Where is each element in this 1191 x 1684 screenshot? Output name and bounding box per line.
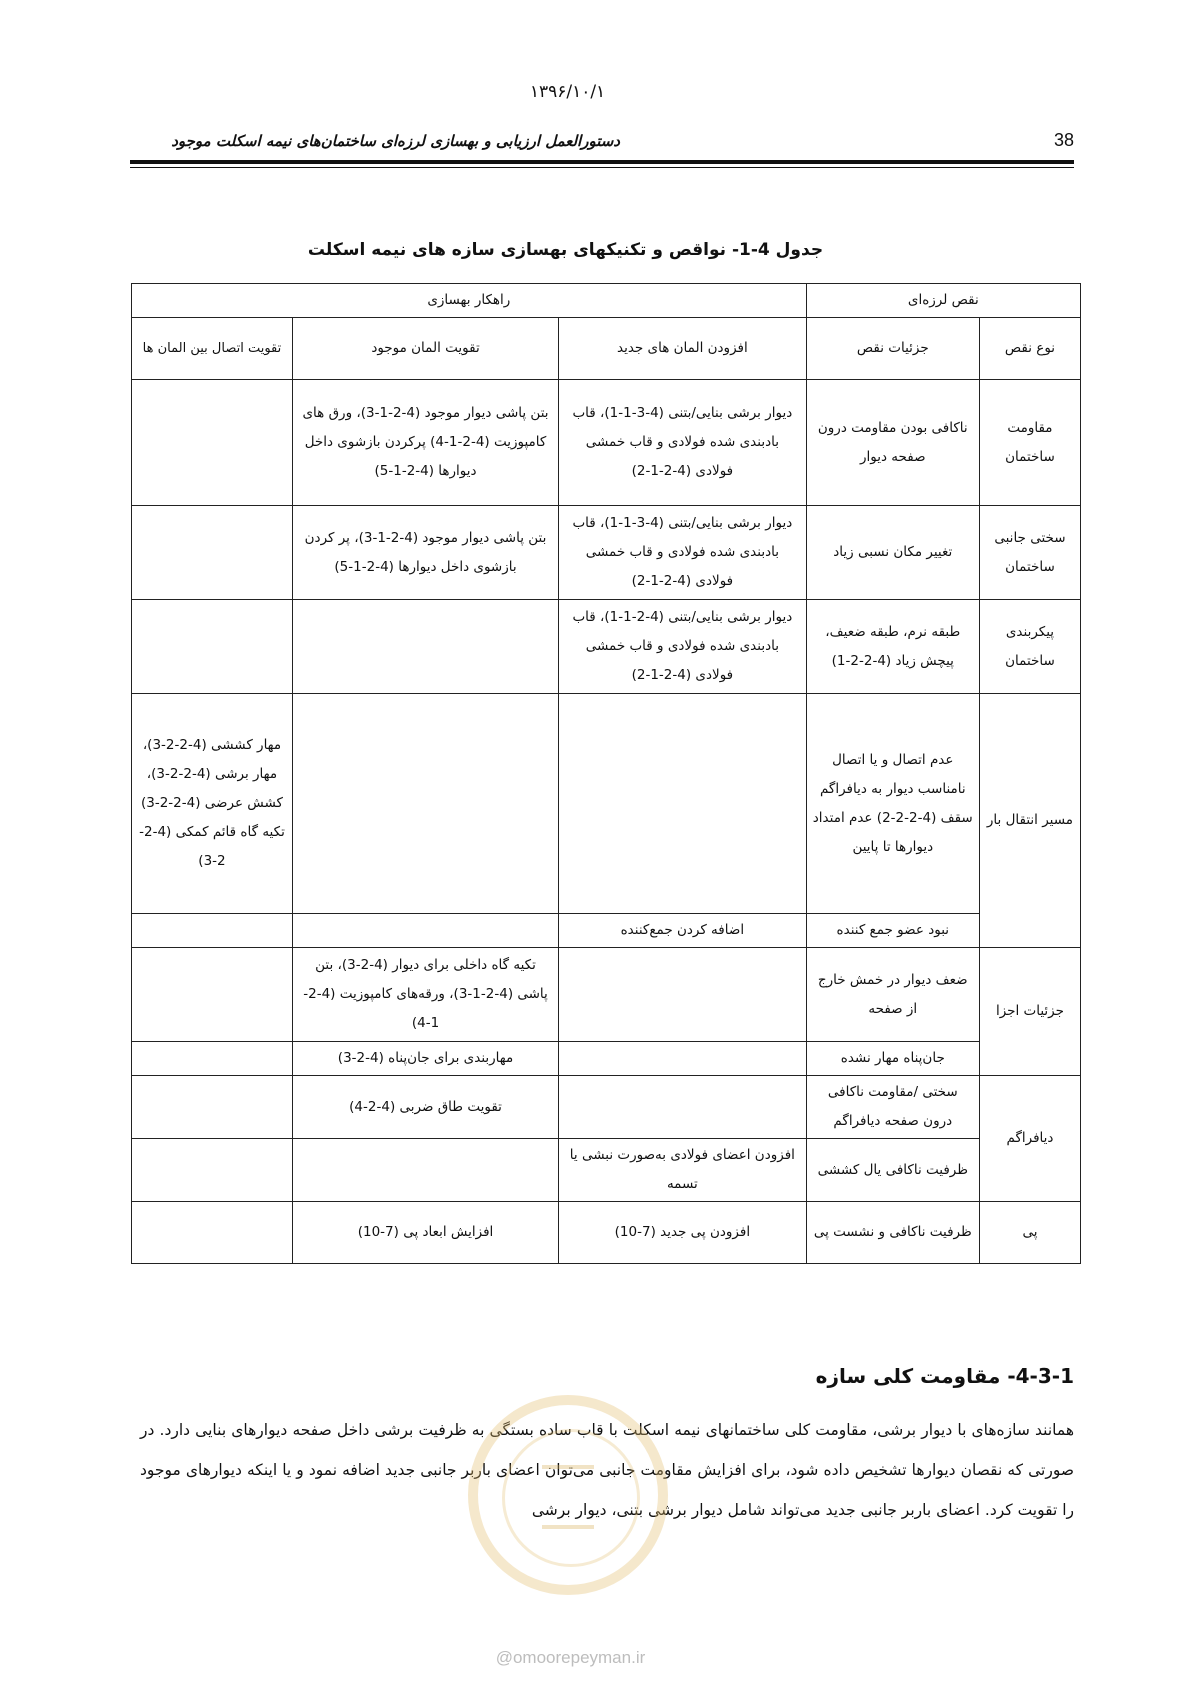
table-row [132,1042,1081,1076]
table-group-header-row [132,284,1081,318]
page-number: 38 [1053,130,1074,150]
table-row [132,1202,1081,1264]
table-row [132,380,1081,506]
cell-details: ظرفیت ناکافی یال کششی [806,1139,979,1202]
table-row [132,1139,1081,1202]
running-header-title: دستورالعمل ارزیابی و بهسازی لرزه‌ای ساختمان‌های نیمه اسکلت موجود [171,132,620,150]
cell-add-new: اضافه کردن جمع‌کننده [559,914,807,948]
cell-strengthen-connection [132,1076,293,1139]
cell-strengthen-existing: مهاربندی برای جان‌پناه (4-2-3) [292,1042,558,1076]
table-caption: جدول 4-1- نواقص و تکنیکهای بهسازی سازه های نیمه اسکلت [307,240,824,260]
header-rule-thick [130,160,1074,164]
document-date: ۱۳۹۶/۱۰/۱ [529,82,606,102]
cell-add-new [559,1076,807,1139]
cell-strengthen-existing: بتن پاشی دیوار موجود (4-2-1-3)، پر کردن بازشوی داخل دیوارها (4-2-1-5) [292,506,558,600]
cell-add-new: افزودن اعضای فولادی به‌صورت نبشی یا تسمه [559,1139,807,1202]
col-header-strengthen-existing: تقویت المان موجود [292,318,558,380]
cell-strengthen-connection [132,1202,293,1264]
cell-type: پیکربندی ساختمان [979,600,1080,694]
table-column-header-row [132,318,1081,380]
cell-add-new [559,948,807,1042]
col-header-add-new: افزودن المان های جدید [559,318,807,380]
running-header [130,128,1074,164]
cell-add-new [559,1042,807,1076]
cell-strengthen-connection [132,1042,293,1076]
cell-strengthen-connection [132,380,293,506]
cell-details: ضعف دیوار در خمش خارج از صفحه [806,948,979,1042]
cell-details: ظرفیت ناکافی و نشست پی [806,1202,979,1264]
col-header-strengthen-connection: تقویت اتصال بین المان ها [132,318,293,380]
cell-type: دیافراگم [979,1076,1080,1202]
cell-details: عدم اتصال و یا اتصال نامناسب دیوار به دیافراگم سقف (4-2-2-2) عدم امتداد دیوارها تا پایین [806,694,979,914]
cell-add-new: دیوار برشی بنایی/بتنی (4-3-1-1)، قاب بادبندی شده فولادی و قاب خمشی فولادی (4-2-1-2) [559,380,807,506]
section-body-paragraph: همانند سازه‌های با دیوار برشی، مقاومت کلی ساختمانهای نیمه اسکلت با قاب ساده بستگی به ظرفیت برشی داخل صفحه دیوارهای بنایی دارد. در صورتی که نقصان دیوارها تشخیص داده شود، برای افزایش مقاومت جانبی می‌توان اعضای باربر جانبی جدید اضافه نمود و یا اینکه دیوارهای موجود را تقویت کرد. اعضای باربر جانبی جدید می‌تواند شامل دیوار برشی بتنی، دیوار برشی [140,1421,1074,1519]
cell-details: جان‌پناه مهار نشده [806,1042,979,1076]
group-header-deficiency: نقص لرزه‌ای [806,284,1080,318]
cell-strengthen-existing: تکیه گاه داخلی برای دیوار (4-2-3)، بتن پاشی (4-2-1-3)، ورقه‌های کامپوزیت (4-2-1-4) [292,948,558,1042]
section-heading: 4-3-1- مقاومت کلی سازه [815,1364,1074,1388]
cell-strengthen-existing: بتن پاشی دیوار موجود (4-2-1-3)، ورق های کامپوزیت (4-2-1-4) پرکردن بازشوی داخل دیوارها (4-2-1-5) [292,380,558,506]
cell-type: مسیر انتقال بار [979,694,1080,948]
cell-strengthen-existing: تقویت طاق ضربی (4-2-4) [292,1076,558,1139]
cell-strengthen-connection [132,1139,293,1202]
watermark-site-text: @omoorepeyman.ir [495,1648,646,1667]
cell-details: سختی /مقاومت ناکافی درون صفحه دیافراگم [806,1076,979,1139]
col-header-details: جزئیات نقص [806,318,979,380]
cell-details: نبود عضو جمع کننده [806,914,979,948]
cell-strengthen-connection [132,948,293,1042]
cell-add-new: افزودن پی جدید (7-10) [559,1202,807,1264]
cell-add-new [559,694,807,914]
cell-type: سختی جانبی ساختمان [979,506,1080,600]
cell-add-new: دیوار برشی بنایی/بتنی (4-2-1-1)، قاب بادبندی شده فولادی و قاب خمشی فولادی (4-2-1-2) [559,600,807,694]
table-row [132,914,1081,948]
cell-add-new: دیوار برشی بنایی/بتنی (4-3-1-1)، قاب بادبندی شده فولادی و قاب خمشی فولادی (4-2-1-2) [559,506,807,600]
cell-strengthen-existing [292,914,558,948]
cell-type: مقاومت ساختمان [979,380,1080,506]
cell-strengthen-existing [292,694,558,914]
table-row [132,600,1081,694]
cell-strengthen-connection [132,600,293,694]
cell-details: تغییر مکان نسبی زیاد [806,506,979,600]
table-row [132,506,1081,600]
group-header-remedy: راهکار بهسازی [132,284,807,318]
table-row [132,948,1081,1042]
cell-strengthen-existing: افزایش ابعاد پی (7-10) [292,1202,558,1264]
cell-strengthen-connection: مهار کششی (4-2-2-3)، مهار برشی (4-2-2-3)، کشش عرضی (4-2-2-3) تکیه گاه قائم کمکی (4-2-2-3) [132,694,293,914]
deficiency-table [131,283,1081,1264]
header-rule-thin [130,167,1074,168]
cell-strengthen-existing [292,1139,558,1202]
table-row [132,1076,1081,1139]
cell-type: جزئیات اجزا [979,948,1080,1076]
col-header-type: نوع نقص [979,318,1080,380]
table-row [132,694,1081,914]
cell-details: ناکافی بودن مقاومت درون صفحه دیوار [806,380,979,506]
cell-strengthen-existing [292,600,558,694]
cell-details: طبقه نرم، طبقه ضعیف، پیچش زیاد (4-2-2-1) [806,600,979,694]
cell-strengthen-connection [132,506,293,600]
cell-type: پی [979,1202,1080,1264]
cell-strengthen-connection [132,914,293,948]
